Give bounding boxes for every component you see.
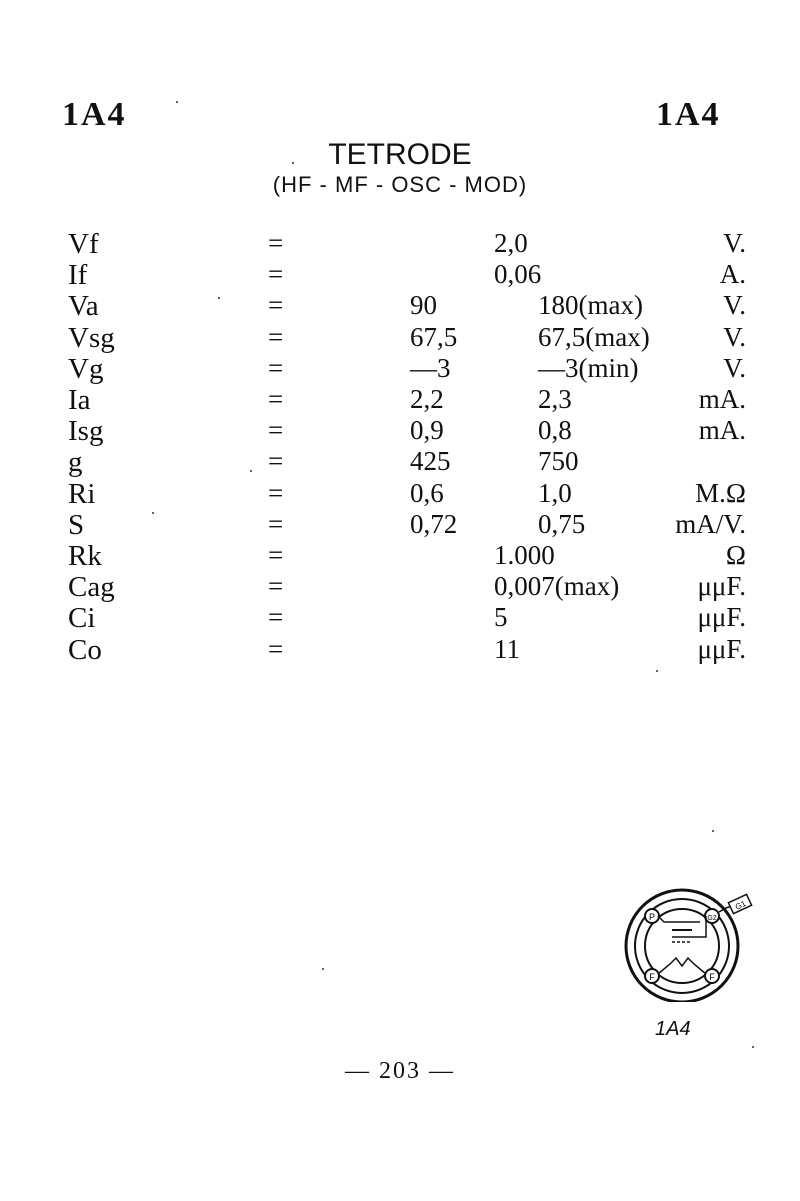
pin-label-screen-grid: G2 [707, 915, 717, 922]
spec-row [0, 384, 800, 415]
unit-label: V. [723, 321, 746, 352]
spec-row [0, 478, 800, 509]
value-secondary: 2,3 [538, 384, 572, 414]
socket-outer-ring [626, 890, 738, 1002]
pin-label-filament: F [709, 972, 715, 982]
unit-label: mA. [698, 415, 746, 446]
unit-label: M.Ω [695, 477, 746, 508]
unit-label: mA. [698, 384, 746, 414]
value-secondary: 180(max) [538, 290, 643, 321]
spec-row [0, 290, 800, 321]
value-primary: 425 [410, 446, 451, 477]
equals-sign: = [268, 321, 284, 352]
value-secondary: 2,0 [494, 228, 528, 258]
equals-sign: = [268, 384, 284, 414]
spec-row [0, 509, 800, 540]
spec-row [0, 446, 800, 477]
value-secondary: 1.000 [494, 540, 555, 570]
value-secondary: 0,007(max) [494, 571, 620, 602]
equals-sign: = [268, 228, 284, 258]
tube-id-left: 1A4 [62, 96, 127, 133]
parameter-symbol: S [68, 508, 85, 541]
parameter-symbol: Vsg [68, 321, 115, 354]
value-secondary: 67,5(max) [538, 321, 650, 352]
socket-pinout-diagram [612, 882, 762, 1002]
unit-label: μμF. [697, 602, 746, 633]
value-primary: 0,72 [410, 508, 458, 539]
parameter-symbol: Va [68, 290, 99, 323]
parameter-symbol: Vg [68, 352, 104, 385]
value-secondary: —3(min) [538, 352, 639, 383]
equals-sign: = [268, 352, 284, 383]
equals-sign: = [268, 290, 284, 321]
plate-lead [658, 916, 700, 922]
unit-label: μμF. [697, 633, 746, 664]
equals-sign: = [268, 446, 284, 477]
parameter-symbol: Ia [68, 384, 91, 416]
parameter-symbol: If [68, 259, 88, 292]
value-secondary: 750 [538, 446, 579, 477]
screen-grid-lead [672, 916, 706, 937]
equals-sign: = [268, 540, 284, 570]
unit-label: A. [719, 259, 746, 290]
equals-sign: = [268, 571, 284, 602]
unit-label: V. [723, 352, 746, 383]
value-primary: 90 [410, 290, 437, 321]
parameter-symbol: Ci [68, 602, 96, 635]
equals-sign: = [268, 477, 284, 508]
filament [658, 958, 706, 974]
value-primary: 0,9 [410, 415, 444, 446]
unit-label: V. [723, 228, 746, 258]
parameter-symbol: Cag [68, 571, 115, 604]
tube-applications-subtitle: (HF - MF - OSC - MOD) [272, 172, 528, 197]
spec-row [0, 571, 800, 602]
spec-row [0, 259, 800, 290]
value-primary: 67,5 [410, 321, 458, 352]
equals-sign: = [268, 602, 284, 633]
parameter-symbol: Co [68, 633, 102, 666]
pin-label-plate: P [648, 912, 656, 922]
tube-type-title: TETRODE [328, 138, 472, 171]
parameter-symbol: Rk [68, 540, 102, 572]
top-cap-label: G1 [733, 899, 748, 912]
tube-id-right: 1A4 [656, 96, 721, 133]
parameter-symbol: Isg [68, 415, 104, 448]
value-secondary: 0,75 [538, 508, 586, 539]
value-secondary: 0,8 [538, 415, 572, 446]
socket-diagram-label: 1A4 [655, 1018, 691, 1040]
value-secondary: 5 [494, 602, 508, 633]
spec-row [0, 353, 800, 384]
unit-label: mA/V. [675, 508, 746, 539]
value-secondary: 11 [494, 633, 520, 664]
equals-sign: = [268, 508, 284, 539]
value-secondary: 0,06 [494, 259, 542, 290]
parameter-symbol: g [68, 446, 83, 479]
spec-row [0, 634, 800, 665]
value-secondary: 1,0 [538, 477, 572, 508]
parameter-symbol: Ri [68, 477, 96, 510]
spec-row [0, 322, 800, 353]
parameter-symbol: Vf [68, 228, 99, 260]
value-primary: —3 [410, 352, 451, 383]
spec-row [0, 415, 800, 446]
page-number: — 203 — [345, 1058, 455, 1084]
unit-label: Ω [725, 540, 746, 570]
spec-row [0, 228, 800, 259]
spec-row [0, 540, 800, 571]
equals-sign: = [268, 415, 284, 446]
value-primary: 0,6 [410, 477, 444, 508]
equals-sign: = [268, 259, 284, 290]
unit-label: V. [723, 290, 746, 321]
unit-label: μμF. [697, 571, 746, 602]
spec-row [0, 602, 800, 633]
value-primary: 2,2 [410, 384, 444, 414]
pin-label-filament: F [649, 972, 655, 982]
equals-sign: = [268, 633, 284, 664]
